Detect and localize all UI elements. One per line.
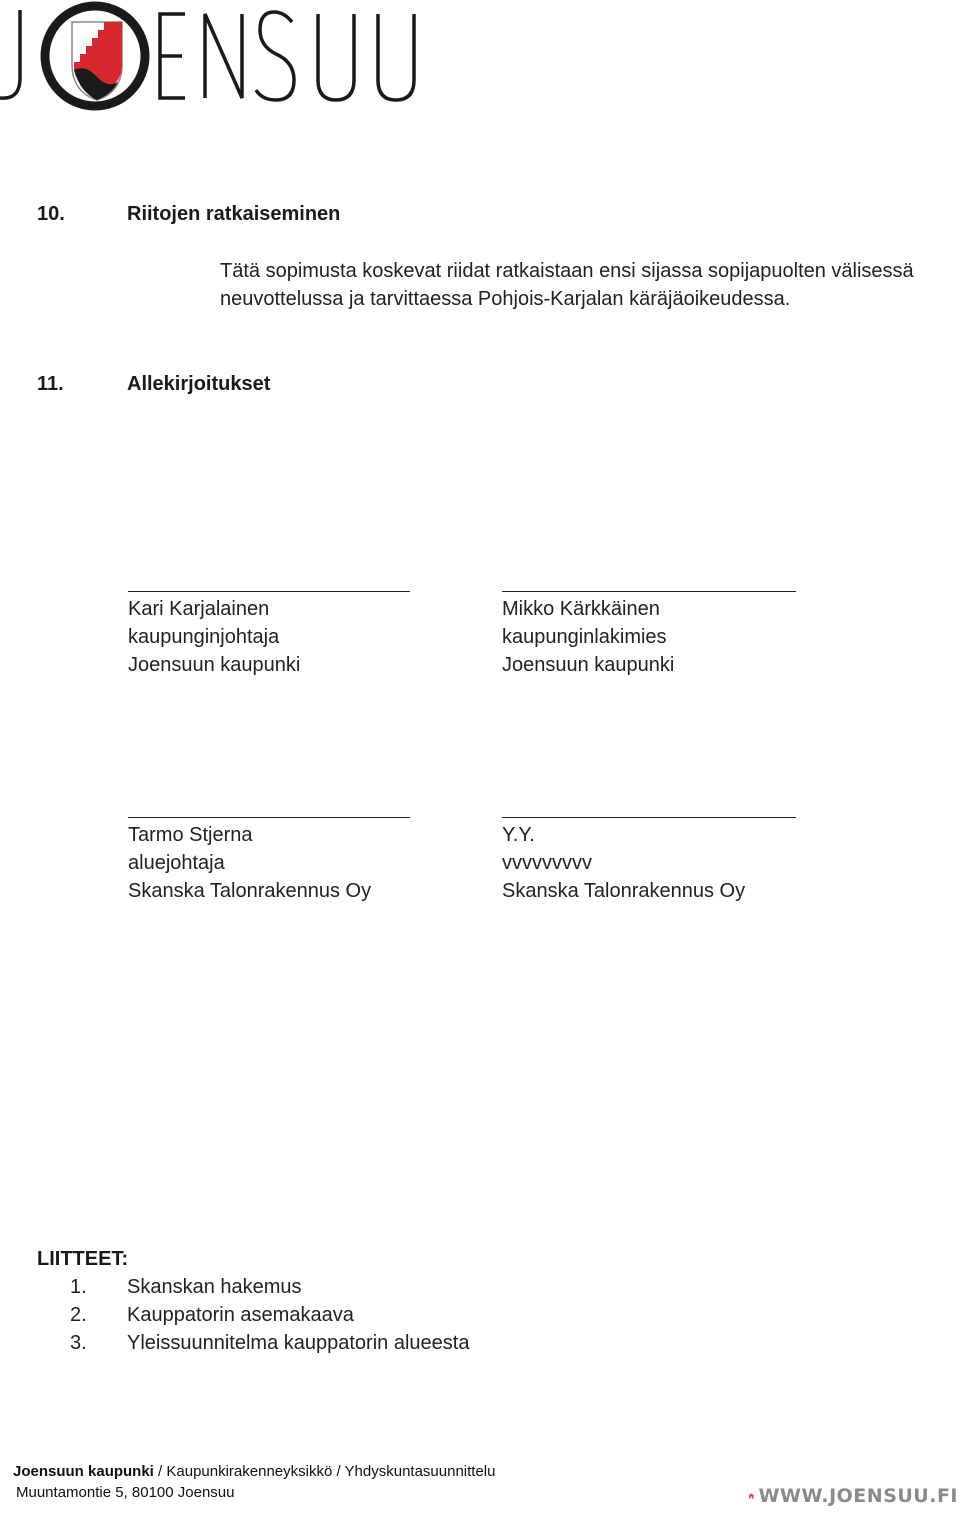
footer-website-logo [748, 1480, 958, 1512]
section-10-paragraph [220, 257, 960, 313]
footer-website[interactable]: WWW.JOENSUU.FI [758, 1485, 958, 1507]
logo-wordmark [160, 12, 414, 100]
signer-role: kaupunginjohtaja [128, 626, 280, 648]
section-11-title: Allekirjoitukset [127, 373, 271, 395]
signature-line [502, 817, 796, 818]
signature-block-yy [502, 821, 745, 905]
attachments-list [70, 1273, 469, 1357]
attachments-heading: LIITTEET: [37, 1248, 129, 1270]
footer-unit: Kaupunkirakenneyksikkö / Yhdyskuntasuunnittelu [166, 1463, 496, 1480]
section-10-number: 10. [37, 203, 65, 225]
coat-of-arms-icon [72, 22, 122, 100]
section-11-number: 11. [37, 373, 64, 395]
section-10-title: Riitojen ratkaiseminen [127, 203, 341, 225]
signer-role: vvvvvvvvv [502, 852, 592, 874]
joensuu-logo [0, 0, 430, 112]
attachment-number: 1. [70, 1276, 87, 1298]
signer-organization: Joensuun kaupunki [502, 654, 675, 676]
signature-line [128, 591, 410, 592]
footer-org: Joensuun kaupunki [13, 1463, 154, 1480]
signer-name: Kari Karjalainen [128, 598, 270, 620]
signer-name: Mikko Kärkkäinen [502, 598, 660, 620]
attachment-item [70, 1301, 469, 1329]
attachment-label: Kauppatorin asemakaava [127, 1304, 354, 1326]
signer-organization: Skanska Talonrakennus Oy [502, 880, 746, 902]
signature-block-mikko [502, 595, 674, 679]
logo-svg [0, 0, 430, 112]
attachment-label: Yleissuunnitelma kauppatorin alueesta [127, 1332, 470, 1354]
house-icon [748, 1481, 755, 1511]
attachment-label: Skanskan hakemus [127, 1276, 302, 1298]
footer-address: Muuntamontie 5, 80100 Joensuu [16, 1484, 235, 1501]
section-10-line: Tätä sopimusta koskevat riidat ratkaistaan ensi sijassa sopijapuolten välisessä [220, 260, 914, 282]
attachment-item [70, 1329, 469, 1357]
section-10-line: neuvottelussa ja tarvittaessa Pohjois-Karjalan käräjäoikeudessa. [220, 288, 791, 310]
signer-name: Tarmo Stjerna [128, 824, 253, 846]
signature-block-tarmo [128, 821, 371, 905]
logo-letter-j [0, 10, 20, 98]
signer-name: Y.Y. [502, 824, 535, 846]
signature-block-kari [128, 595, 300, 679]
signer-organization: Joensuun kaupunki [128, 654, 301, 676]
signer-role: aluejohtaja [128, 852, 225, 874]
footer-line-1 [13, 1463, 495, 1480]
footer-separator: / [153, 1463, 167, 1480]
signature-line [502, 591, 796, 592]
signature-line [128, 817, 410, 818]
signer-role: kaupunginlakimies [502, 626, 667, 648]
attachment-item [70, 1273, 469, 1301]
attachment-number: 2. [70, 1304, 87, 1326]
attachment-number: 3. [70, 1332, 87, 1354]
signer-organization: Skanska Talonrakennus Oy [128, 880, 372, 902]
